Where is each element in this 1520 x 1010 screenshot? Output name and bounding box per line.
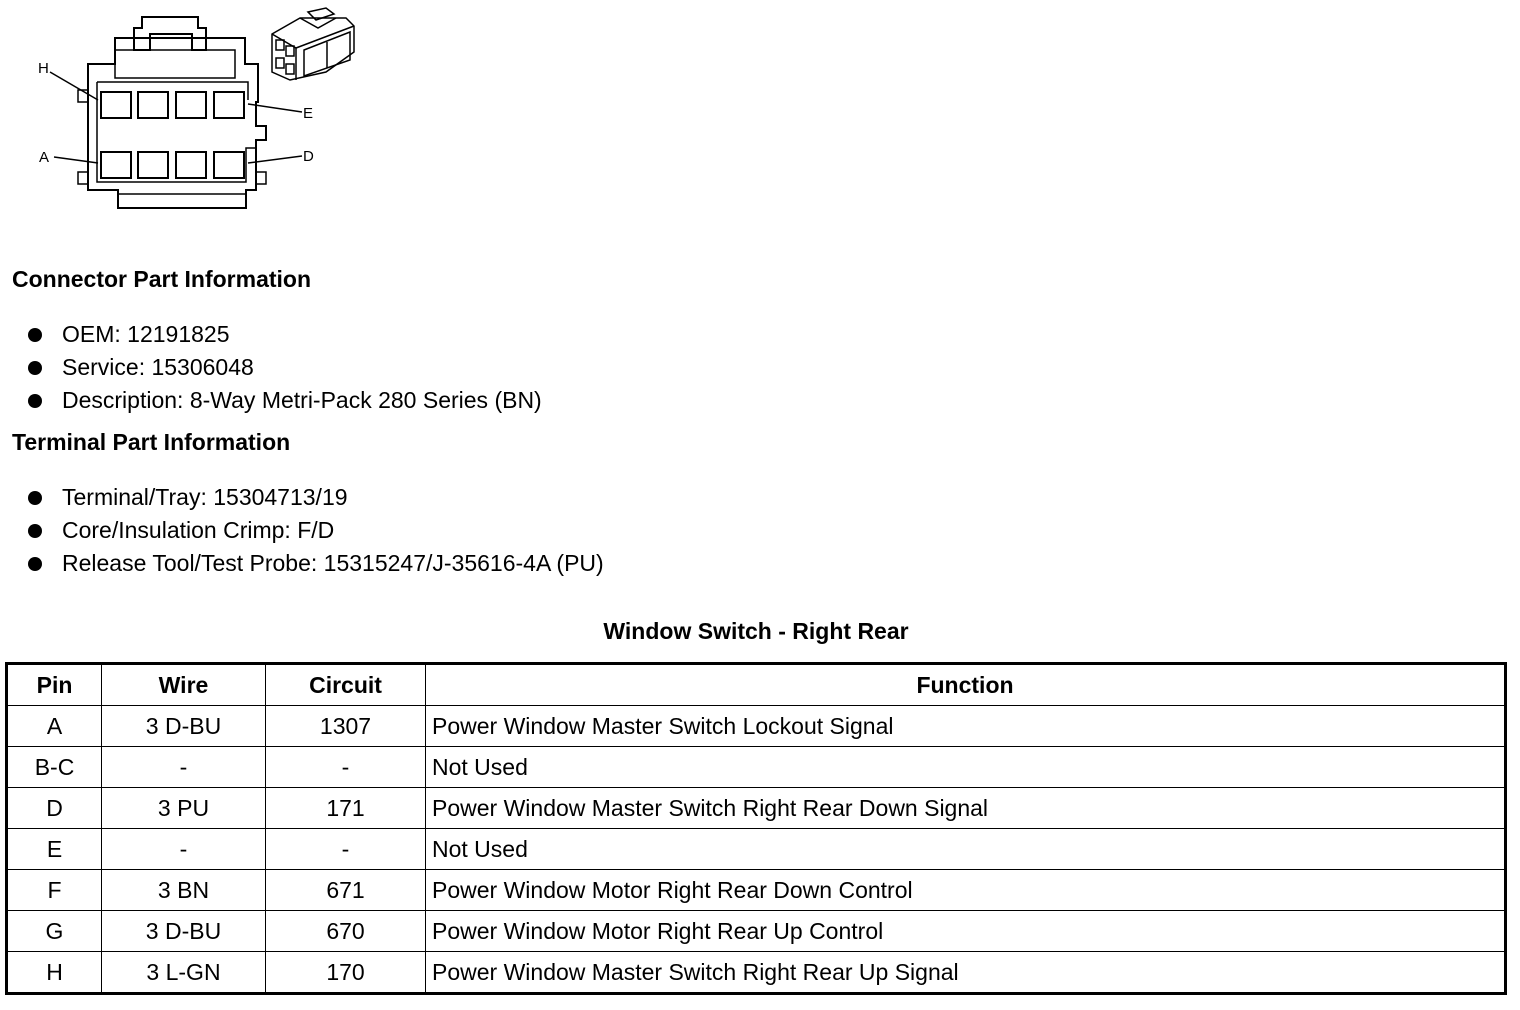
cell-function: Not Used: [426, 747, 1506, 788]
cell-function: Power Window Motor Right Rear Down Control: [426, 870, 1506, 911]
table-title: Window Switch - Right Rear: [603, 618, 909, 644]
cell-wire: 3 BN: [102, 870, 266, 911]
pin-label-h: H: [38, 60, 49, 77]
cell-circuit: 171: [266, 788, 426, 829]
cell-function: Power Window Master Switch Lockout Signal: [426, 706, 1506, 747]
leader-line-h: [50, 72, 98, 100]
cell-pin: F: [7, 870, 102, 911]
cavity-a: [101, 152, 131, 178]
cell-function: Power Window Master Switch Right Rear Down Signal: [426, 788, 1506, 829]
header-pin: Pin: [7, 664, 102, 706]
cell-pin: A: [7, 706, 102, 747]
cell-circuit: 170: [266, 952, 426, 994]
list-item: OEM: 12191825: [28, 318, 542, 351]
terminal-info-list: [28, 481, 604, 580]
cavity-c: [176, 152, 206, 178]
cell-function: Power Window Master Switch Right Rear Up Signal: [426, 952, 1506, 994]
connector-info-list: [28, 318, 542, 417]
pin-label-e: E: [303, 105, 314, 122]
terminal-section-title: Terminal Part Information: [12, 429, 291, 455]
list-item: Description: 8-Way Metri-Pack 280 Series (BN): [28, 384, 542, 417]
leader-line-a: [54, 157, 98, 163]
cell-circuit: 1307: [266, 706, 426, 747]
list-item: Core/Insulation Crimp: F/D: [28, 514, 604, 547]
table-row: [7, 788, 1506, 829]
pin-label-a: A: [39, 149, 50, 166]
bullet-icon: [28, 557, 42, 571]
cell-circuit: -: [266, 747, 426, 788]
table-row: [7, 911, 1506, 952]
cavity-e: [214, 92, 244, 118]
cell-function: Not Used: [426, 829, 1506, 870]
cell-pin: B-C: [7, 747, 102, 788]
list-item: Terminal/Tray: 15304713/19: [28, 481, 604, 514]
table-row: [7, 870, 1506, 911]
cavity-h: [101, 92, 131, 118]
header-function: Function: [426, 664, 1506, 706]
header-wire: Wire: [102, 664, 266, 706]
cell-pin: H: [7, 952, 102, 994]
cavity-f: [176, 92, 206, 118]
bullet-icon: [28, 361, 42, 375]
cell-circuit: 670: [266, 911, 426, 952]
table-row: [7, 706, 1506, 747]
table-header-row: [7, 664, 1506, 706]
cavity-g: [138, 92, 168, 118]
cell-circuit: -: [266, 829, 426, 870]
connector-section-title: Connector Part Information: [12, 266, 312, 292]
cell-wire: 3 D-BU: [102, 911, 266, 952]
cell-pin: G: [7, 911, 102, 952]
cell-wire: -: [102, 829, 266, 870]
list-item: Release Tool/Test Probe: 15315247/J-35616-4A (PU): [28, 547, 604, 580]
cell-function: Power Window Motor Right Rear Up Control: [426, 911, 1506, 952]
connector-latch: [134, 17, 206, 50]
cell-wire: 3 L-GN: [102, 952, 266, 994]
table-row: [7, 952, 1506, 994]
bullet-icon: [28, 491, 42, 505]
bullet-icon: [28, 524, 42, 538]
bullet-icon: [28, 394, 42, 408]
pinout-table: [5, 662, 1507, 995]
pin-label-d: D: [303, 148, 314, 165]
cell-pin: E: [7, 829, 102, 870]
table-row: [7, 747, 1506, 788]
list-item: Service: 15306048: [28, 351, 542, 384]
header-circuit: Circuit: [266, 664, 426, 706]
cell-wire: 3 D-BU: [102, 706, 266, 747]
cell-circuit: 671: [266, 870, 426, 911]
cell-pin: D: [7, 788, 102, 829]
connector-diagram: [0, 0, 380, 220]
cavity-b: [138, 152, 168, 178]
cell-wire: 3 PU: [102, 788, 266, 829]
table-row: [7, 829, 1506, 870]
cell-wire: -: [102, 747, 266, 788]
bullet-icon: [28, 328, 42, 342]
cavity-d: [214, 152, 244, 178]
connector-3d-thumbnail: [272, 8, 354, 80]
